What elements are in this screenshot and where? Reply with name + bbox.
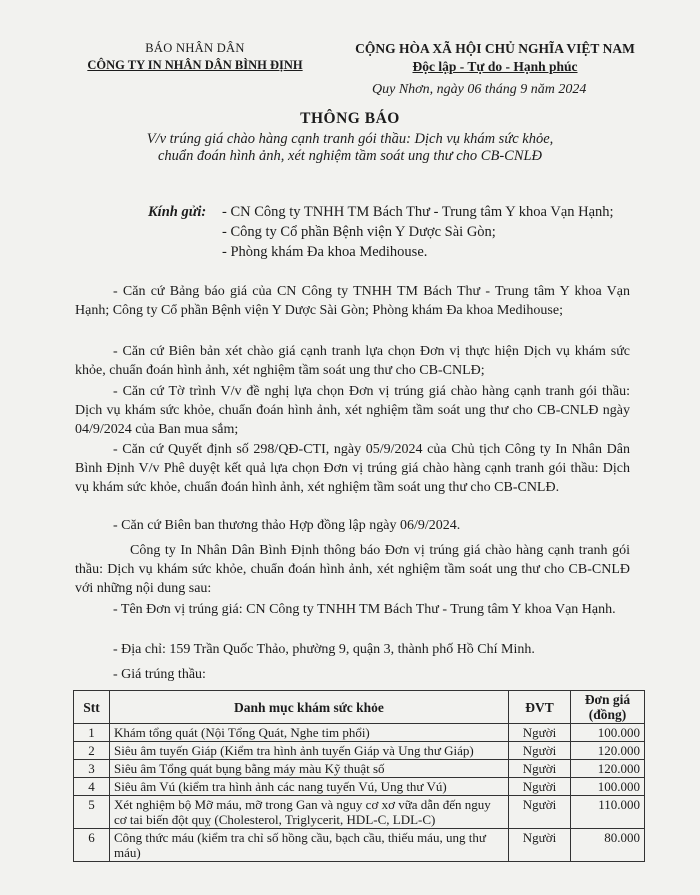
date-line: Quy Nhơn, ngày 06 tháng 9 năm 2024	[372, 82, 587, 97]
recipient-item: - CN Công ty TNHH TM Bách Thư - Trung tâm Y khoa Vạn Hạnh;	[222, 204, 614, 220]
row-unit: Người	[509, 829, 571, 862]
row-unit: Người	[509, 796, 571, 829]
basis-paragraph: - Căn cứ Biên ban thương thảo Hợp đồng lập ngày 06/9/2024.	[113, 518, 461, 533]
row-item: Siêu âm Tổng quát bụng bằng máy màu Kỹ thuật số	[110, 760, 509, 778]
recipient-item: - Phòng khám Đa khoa Medihouse.	[222, 244, 428, 260]
national-motto: Độc lập - Tự do - Hạnh phúc	[412, 59, 578, 74]
organization-header	[70, 40, 320, 74]
header-item: Danh mục khám sức khỏe	[110, 691, 509, 724]
table-row	[74, 796, 645, 829]
row-unit: Người	[509, 742, 571, 760]
parent-organization: BÁO NHÂN DÂN	[145, 41, 245, 55]
row-item: Công thức máu (kiểm tra chỉ số hồng cầu, bạch cầu, thiếu máu, ung thư máu)	[110, 829, 509, 862]
company-name: CÔNG TY IN NHÂN DÂN BÌNH ĐỊNH	[87, 58, 303, 72]
table-row	[74, 724, 645, 742]
price-label: - Giá trúng thầu:	[113, 667, 206, 682]
row-stt: 2	[74, 742, 110, 760]
row-price: 110.000	[571, 796, 645, 829]
table-row	[74, 778, 645, 796]
subject-line: V/v trúng giá chào hàng cạnh tranh gói thầu: Dịch vụ khám sức khỏe,	[146, 131, 554, 147]
document-title: THÔNG BÁO	[300, 110, 400, 127]
row-stt: 1	[74, 724, 110, 742]
announcement-paragraph: Công ty In Nhân Dân Bình Định thông báo Đơn vị trúng giá chào hàng cạnh tranh gói thầu: Dịch vụ khám sức khỏe, chuẩn đoán hình ảnh, xét nghiệm tầm soát ung thư cho CB-CNLĐ với những nội dung sau:	[75, 543, 630, 596]
table-row	[74, 760, 645, 778]
row-item: Khám tổng quát (Nội Tổng Quát, Nghe tim phổi)	[110, 724, 509, 742]
row-stt: 4	[74, 778, 110, 796]
recipients-list	[222, 202, 614, 262]
row-price: 120.000	[571, 742, 645, 760]
row-stt: 6	[74, 829, 110, 862]
table-row	[74, 829, 645, 862]
row-stt: 5	[74, 796, 110, 829]
header-unit: ĐVT	[509, 691, 571, 724]
header-stt: Stt	[74, 691, 110, 724]
price-table	[73, 690, 645, 862]
recipient-item: - Công ty Cổ phần Bệnh viện Y Dược Sài Gòn;	[222, 224, 496, 240]
row-unit: Người	[509, 724, 571, 742]
row-price: 120.000	[571, 760, 645, 778]
row-stt: 3	[74, 760, 110, 778]
row-unit: Người	[509, 760, 571, 778]
document-subject	[70, 131, 630, 165]
basis-paragraph: - Căn cứ Quyết định số 298/QĐ-CTI, ngày 05/9/2024 của Chủ tịch Công ty In Nhân Dân Bình Định V/v Phê duyệt kết quả lựa chọn Đơn vị trúng giá chào hàng cạnh tranh gói thầu: Dịch vụ khám sức khỏe, chuẩn đoán hình ảnh, xét nghiệm tầm soát ung thư cho CB-CNLĐ.	[75, 442, 630, 495]
national-header	[345, 40, 645, 76]
winner-name: - Tên Đơn vị trúng giá: CN Công ty TNHH TM Bách Thư - Trung tâm Y khoa Vạn Hạnh.	[113, 602, 616, 617]
basis-paragraph: - Căn cứ Bảng báo giá của CN Công ty TNHH TM Bách Thư - Trung tâm Y khoa Vạn Hạnh; Công ty Cổ phần Bệnh viện Y Dược Sài Gòn; Phòng khám Đa khoa Medihouse;	[75, 284, 630, 318]
row-item: Siêu âm tuyến Giáp (Kiểm tra hình ảnh tuyến Giáp và Ung thư Giáp)	[110, 742, 509, 760]
row-price: 80.000	[571, 829, 645, 862]
row-unit: Người	[509, 778, 571, 796]
row-item: Siêu âm Vú (kiểm tra hình ảnh các nang tuyến Vú, Ung thư Vú)	[110, 778, 509, 796]
row-price: 100.000	[571, 724, 645, 742]
subject-line: chuẩn đoán hình ảnh, xét nghiệm tầm soát ung thư cho CB-CNLĐ	[157, 148, 543, 164]
table-row	[74, 742, 645, 760]
national-title: CỘNG HÒA XÃ HỘI CHỦ NGHĨA VIỆT NAM	[355, 41, 635, 56]
row-price: 100.000	[571, 778, 645, 796]
recipients-label: Kính gửi:	[148, 204, 207, 220]
winner-address: - Địa chỉ: 159 Trần Quốc Thảo, phường 9, quận 3, thành phố Hồ Chí Minh.	[113, 642, 535, 657]
row-item: Xét nghiệm bộ Mỡ máu, mỡ trong Gan và nguy cơ xơ vữa dẫn đến nguy cơ tai biến đột quỵ (Cholesterol, Triglycerit, HDL-C, LDL-C)	[110, 796, 509, 829]
table-header-row	[74, 691, 645, 724]
basis-paragraph: - Căn cứ Tờ trình V/v đề nghị lựa chọn Đơn vị trúng giá chào hàng cạnh tranh gói thầu: Dịch vụ khám sức khỏe, chuẩn đoán hình ảnh, xét nghiệm tầm soát ung thư cho CB-CNLĐ ngày 04/9/2024 của Ban mua sắm;	[75, 384, 630, 437]
basis-paragraph: - Căn cứ Biên bản xét chào giá cạnh tranh lựa chọn Đơn vị thực hiện Dịch vụ khám sức khỏe, chuẩn đoán hình ảnh, xét nghiệm tầm soát ung thư cho CB-CNLĐ;	[75, 344, 630, 378]
header-price: Đơn giá (đồng)	[571, 691, 645, 724]
